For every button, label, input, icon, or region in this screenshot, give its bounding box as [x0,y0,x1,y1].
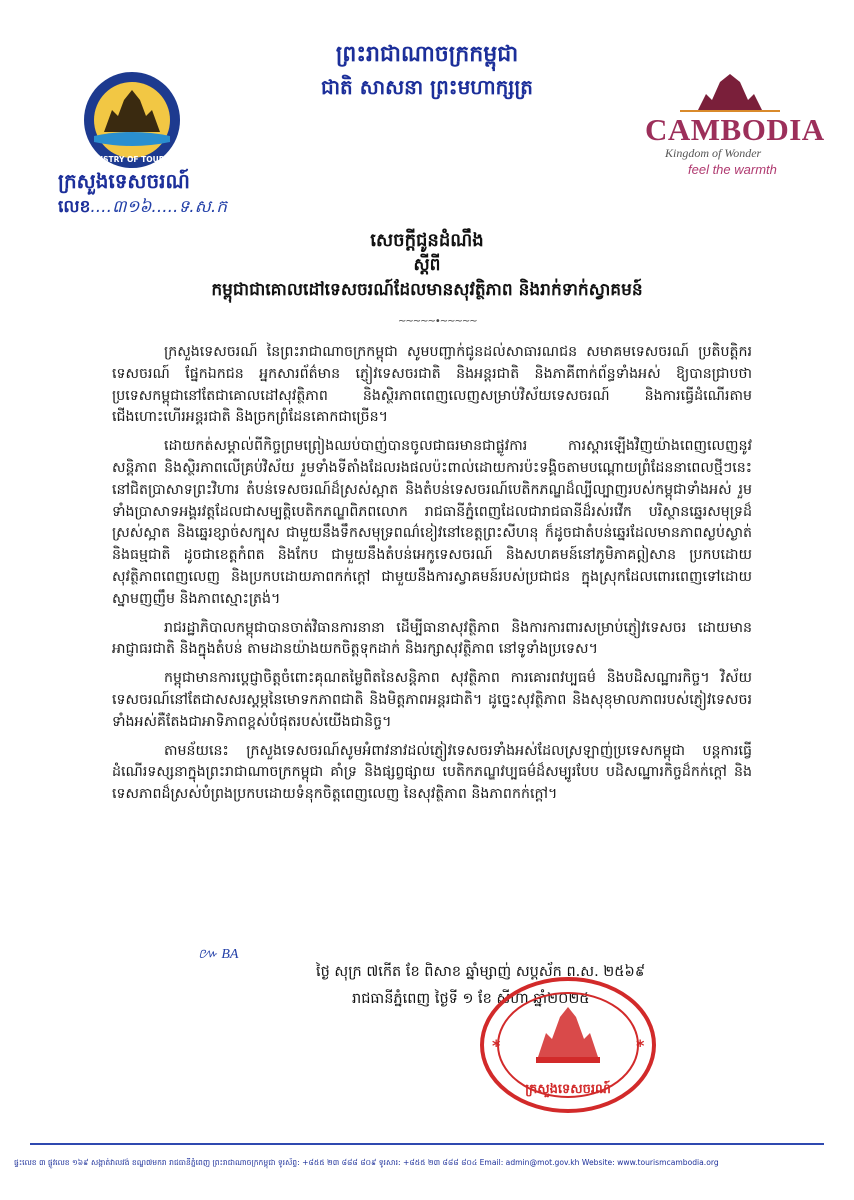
notice-title: សេចក្តីជូនដំណឹង [370,230,484,251]
national-motto: ជាតិ សាសនា ព្រះមហាក្សត្រ [321,75,533,99]
ministry-name: ក្រសួងទេសចរណ៍ [58,169,190,193]
brand-wordmark: CAMBODIA [645,112,825,147]
paragraph: ដោយកត់សម្គាល់ពីកិច្ចព្រមព្រៀងឈប់បាញ់បានចូលជាធរមានជាផ្លូវការ ការស្តារឡើងវិញយ៉ាងពេញលេញនូវសន្តិភាព និងស្ថិរភាពលើគ្រប់វិស័យ រួមទាំងទីតាំងដែលរងផលប៉ះពាល់ដោយការប៉ះទង្គិចតាមបណ្តោយព្រំដែននាពេលថ្មីៗនេះនៅជិតប្រាសាទព្រះវិហារ តំបន់ទេសចរណ៍ដ៏ស្រស់ស្អាត និងតំបន់ទេសចរណ៍បេតិកភណ្ឌដ៏ល្បីល្បាញរបស់កម្ពុជាទាំងអស់ រួមទាំងប្រាសាទអង្គរវត្តដែលជាសម្បត្តិបេតិកភណ្ឌពិភពលោក រាជធានីភ្នំពេញដែលជារាជធានីដ៏រស់រវើក បរិស្ថានឆ្នេរសមុទ្រដ៏ស្រស់ស្អាត និងឆ្នេរខ្សាច់សក្បុស ជាមួយនឹងទឹកសមុទ្រពណ៌ខៀវនៅខេត្តព្រះសីហនុ ក៏ដូចជាតំបន់ឆ្នេរដែលមានភាពស្ងប់ស្ងាត់ និងធម្មជាតិ ដូចជាខេត្តកំពត និងកែប ជាមួយនឹងតំបន់អេកូទេសចរណ៍ និងសហគមន៍នៅភូមិភាគឦសាន ប្រកបដោយសុវត្ថិភាពពេញលេញ និងប្រកបដោយភាពកក់ក្តៅ ជាមួយនឹងការស្វាគមន៍របស់ប្រជាជន ក្នុងស្រុកដែលពោរពេញទៅដោយស្នាមញញឹម និងភាពស្មោះត្រង់។ [112,438,752,607]
notice-body [112,342,752,813]
handwritten-initials: ៚ BA [198,947,239,962]
reference-value: ....៣១៦.....ទ.ស.ក [90,197,228,217]
paragraph: កម្ពុជាមានការប្តេជ្ញាចិត្តចំពោះគុណតម្លៃពិតនៃសន្តិភាព សុវត្ថិភាព ការគោរពវប្បធម៌ និងបដិសណ្ឋារកិច្ច។ វិស័យទេសចរណ៍នៅតែជាសសរស្តម្ភនៃមោទកភាពជាតិ និងមិត្តភាពអន្តរជាតិ។ ដូច្នេះសុវត្ថិភាព និងសុខុមាលភាពរបស់ភ្ញៀវទេសចរទាំងអស់គឺតែងជាអាទិភាពខ្ពស់បំផុតរបស់យើងជានិច្ច។ [112,670,752,730]
seal-temple-base [536,1057,600,1063]
notice-subject: កម្ពុជាជាគោលដៅទេសចរណ៍ដែលមានសុវត្ថិភាព និងរាក់ទាក់ស្វាគមន៍ [211,280,643,300]
lunar-date: ថ្ងៃ សុក្រ ៧កើត ខែ ពិសាខ ឆ្នាំម្សាញ់ សប្តស័ក ព.ស. ២៥៦៩ [316,964,646,980]
brand-tagline: Kingdom of Wonder [665,146,762,160]
seal-temple-icon [538,1007,598,1057]
seal-star-right: * [636,1036,645,1055]
footer-contact: ផ្ទះលេខ ៣ ផ្លូវលេខ ១៦៩ សង្កាត់វាលវង់ ខណ្ឌ៧មករា រាជធានីភ្នំពេញ ព្រះរាជាណាចក្រកម្ពុជា ទូរស័ព្ទ: +៨៥៥ ២៣ ៨៨៨ ៨០៩ ទូរសារ: +៨៥៥ ២៣ ៨៨៨ ៨០៤ Email: admin@mot.gov.kh Website: www.tourismcambodia.org [14,1158,719,1167]
reference-number [58,196,227,221]
ministry-of-tourism-logo [82,70,182,170]
temple-silhouette-icon [698,74,762,110]
notice-subtitle: ស្តីពី [413,255,441,275]
seal-star-left: * [492,1036,501,1055]
brand-slogan: feel the warmth [688,162,777,177]
reference-label: លេខ [58,197,91,217]
seal-caption: ក្រសួងទេសចរណ៍ [525,1082,611,1097]
water-wave-icon [94,132,170,146]
paragraph: ក្រសួងទេសចរណ៍ នៃព្រះរាជាណាចក្រកម្ពុជា សូមបញ្ជាក់ជូនដល់សាធារណជន សមាគមទេសចរណ៍ ប្រតិបត្តិករទេសចរណ៍ ផ្នែកឯកជន អ្នកសារព័ត៌មាន ភ្ញៀវទេសចរជាតិ និងអន្តរជាតិ និងភាគីពាក់ព័ន្ធទាំងអស់ ឱ្យបានជ្រាបថា ប្រទេសកម្ពុជានៅតែជាគោលដៅសុវត្ថិភាព និងស្ថិរភាពពេញលេញសម្រាប់វិស័យទេសចរណ៍ និងការធ្វើដំណើរតាមជើងហោះហើរអន្តរជាតិ និងច្រកព្រំដែនគោកជាច្រើន។ [112,344,752,426]
footer-divider [30,1143,824,1145]
official-seal-stamp [478,975,658,1115]
solar-date: រាជធានីភ្នំពេញ ថ្ងៃទី ១ ខែ សីហា ឆ្នាំ២០២៥ [352,991,590,1007]
paragraph: តាមន័យនេះ ក្រសួងទេសចរណ៍សូមអំពាវនាវដល់ភ្ញៀវទេសចរទាំងអស់ដែលស្រឡាញ់ប្រទេសកម្ពុជា បន្តការធ្វើដំណើរទស្សនាក្នុងព្រះរាជាណាចក្រកម្ពុជា គាំទ្រ និងផ្សព្វផ្សាយ បេតិកភណ្ឌវប្បធម៌ដ៏សម្បូរបែប បដិសណ្ឋារកិច្ចដ៏កក់ក្តៅ និងទេសភាពដ៏ស្រស់បំព្រងប្រកបដោយទំនុកចិត្តពេញលេញ នៃសុវត្ថិភាព និងភាពកក់ក្តៅ។ [112,742,752,803]
paragraph: រាជរដ្ឋាភិបាលកម្ពុជាបានចាត់វិធានការនានា ដើម្បីធានាសុវត្ថិភាព និងការការពារសម្រាប់ភ្ញៀវទេសចរ ដោយមានអាជ្ញាធរជាតិ និងក្នុងតំបន់ តាមដានយ៉ាងយកចិត្តទុកដាក់ និងរក្សាសុវត្ថិភាព នៅទូទាំងប្រទេស។ [112,619,752,658]
title-ornament: ~~~~~•~~~~~ [398,316,477,327]
logo-caption: MINISTRY OF TOURISM [83,155,181,164]
kingdom-heading: ព្រះរាជាណាចក្រកម្ពុជា [335,41,519,67]
